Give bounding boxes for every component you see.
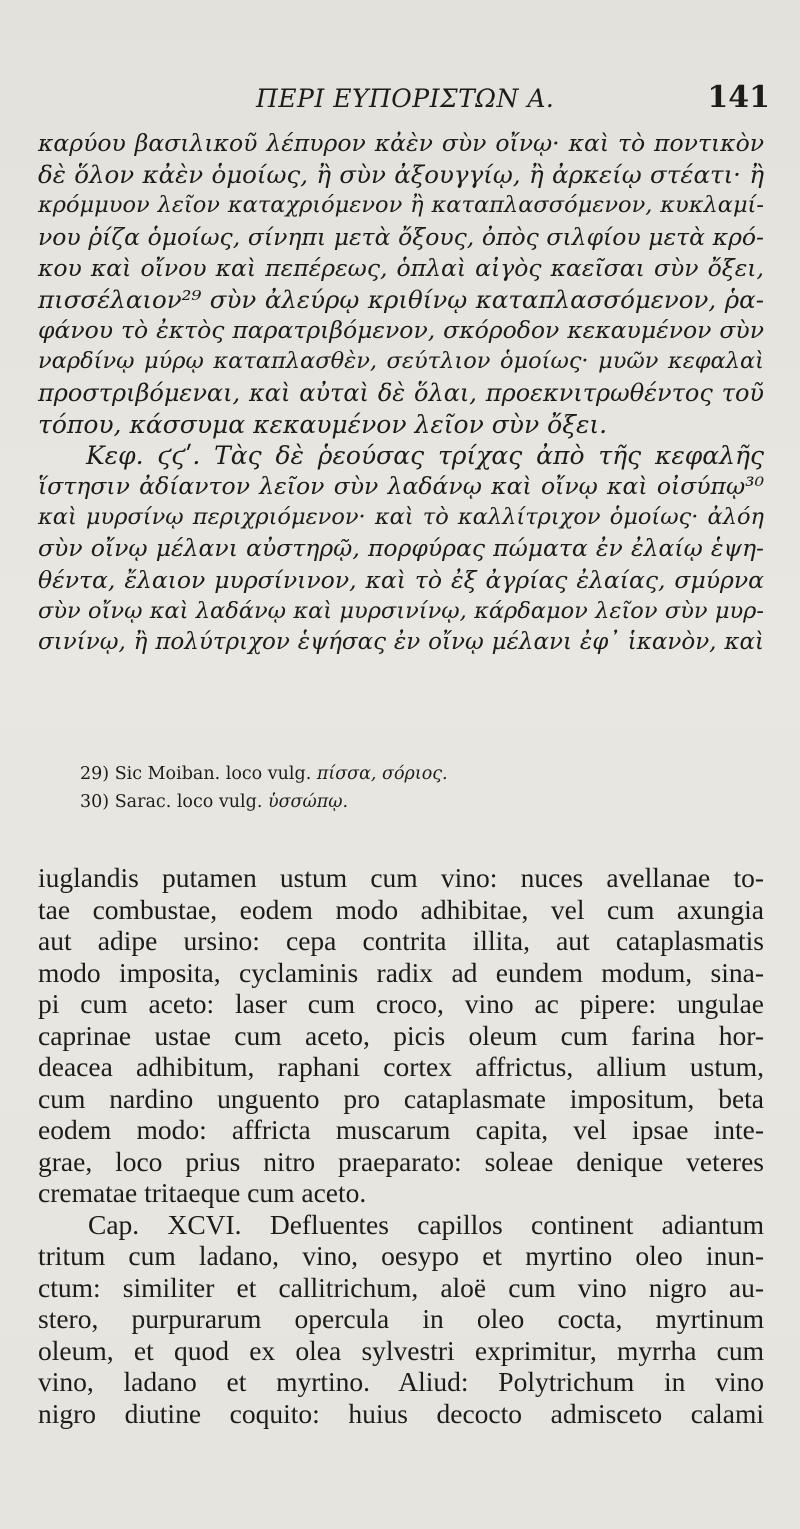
footnote: [80, 760, 448, 788]
latin-line: nigro diutine coquito: huius decocto admisceto calami: [38, 1397, 764, 1429]
latin-line: aut adipe ursino: cepa contrita illita, aut cataplasmatis: [38, 925, 764, 956]
footnote-greek: ὑσσώπῳ.: [267, 792, 349, 812]
footnote-text: Sarac. loco vulg.: [114, 792, 263, 812]
footnote-greek: πίσσα, σόριος.: [316, 764, 448, 784]
greek-line: κου καὶ οἴνου καὶ πεπέρεως, ὁπλαὶ αἰγὸς καεῖσαι σὺν ὄξει,: [38, 253, 764, 282]
greek-line: πισσέλαιον²⁹ σὺν ἀλεύρῳ κριθίνῳ καταπλασσόμενον, ῥα-: [38, 284, 764, 314]
latin-line: pi cum aceto: laser cum croco, vino ac pipere: ungulae: [38, 988, 764, 1019]
greek-line: ἵστησιν ἀδίαντον λεῖον σὺν λαδάνῳ καὶ οἴνῳ καὶ οἰσύπῳ³⁰: [38, 472, 764, 501]
page-header: [40, 78, 770, 122]
greek-line: Κεφ. ϛϛʹ. Τὰς δὲ ῥεούσας τρίχας ἀπὸ τῆς κεφαλῆς: [86, 440, 764, 470]
latin-line: grae, loco prius nitro praeparato: soleae denique veteres: [38, 1145, 764, 1177]
greek-line: σὺν οἴνῳ καὶ λαδάνῳ καὶ μυρσινίνῳ, κάρδαμον λεῖον σὺν μυρ-: [38, 597, 764, 624]
running-title: ΠΕΡΙ ΕΥΠΟΡΙΣΤΩΝ Α.: [256, 84, 555, 113]
latin-line: ctum: similiter et callitrichum, aloë cum vino nigro au-: [38, 1271, 764, 1303]
greek-line: σὺν οἴνῳ μέλανι αὐστηρῷ, πορφύρας πώματα ἐν ἐλαίῳ ἑψη-: [38, 534, 764, 563]
latin-line: crematae tritaeque cum aceto.: [38, 1177, 367, 1208]
greek-line: καὶ μυρσίνῳ περιχριόμενον· καὶ τὸ καλλίτριχον ὁμοίως· ἀλόη: [38, 504, 764, 531]
latin-line: tae combustae, eodem modo adhibitae, vel cum axungia: [38, 893, 764, 925]
latin-line: modo imposita, cyclaminis radix ad eundem modum, sina-: [38, 956, 764, 988]
latin-line: Cap. XCVI. Defluentes capillos continent adiantum: [88, 1208, 764, 1240]
footnotes: [80, 760, 448, 816]
latin-text-block: [38, 862, 764, 1429]
latin-line: tritum cum ladano, vino, oesypo et myrtino oleo inun-: [38, 1240, 764, 1271]
greek-line: προστριβόμεναι, καὶ αὐταὶ δὲ ὅλαι, προεκνιτρωθέντος τοῦ: [38, 378, 764, 407]
footnote: [80, 788, 448, 816]
greek-line: κρόμμυον λεῖον καταχριόμενον ἢ καταπλασσόμενον, κυκλαμί-: [38, 192, 764, 219]
greek-line: τόπου, κάσσυμα κεκαυμένον λεῖον σὺν ὄξει.: [38, 409, 608, 439]
latin-line: iuglandis putamen ustum cum vino: nuces avellanae to-: [38, 862, 764, 893]
latin-line: deacea adhibitum, raphani cortex affrictus, allium ustum,: [38, 1051, 764, 1082]
latin-line: oleum, et quod ex olea sylvestri exprimitur, myrrha cum: [38, 1334, 764, 1366]
greek-line: ναρδίνῳ μύρῳ καταπλασθὲν, σεύτλιον ὁμοίως· μυῶν κεφαλαὶ: [38, 348, 764, 375]
latin-line: eodem modo: affricta muscarum capita, vel ipsae inte-: [38, 1114, 764, 1145]
footnote-marker: 29): [80, 764, 110, 784]
greek-line: θέντα, ἔλαιον μυρσίνινον, καὶ τὸ ἐξ ἀγρίας ἐλαίας, σμύρνα: [38, 565, 764, 594]
greek-text-block: [38, 128, 764, 658]
footnote-text: Sic Moiban. loco vulg.: [114, 764, 312, 784]
latin-line: stero, purpurarum opercula in oleo cocta, myrtinum: [38, 1303, 764, 1334]
greek-line: νου ῥίζα ὁμοίως, σίνηπι μετὰ ὄξους, ὀπὸς σιλφίου μετὰ κρό-: [38, 222, 764, 251]
page-number: 141: [707, 80, 770, 115]
greek-line: φάνου τὸ ἐκτὸς παρατριβόμενον, σκόροδον κεκαυμένον σὺν: [38, 316, 764, 345]
greek-line: καρύου βασιλικοῦ λέπυρον κἀὲν σὺν οἴνῳ· καὶ τὸ ποντικὸν: [38, 129, 764, 157]
latin-line: vino, ladano et myrtino. Aliud: Polytrichum in vino: [38, 1366, 764, 1397]
greek-line: δὲ ὅλον κἀὲν ὁμοίως, ἢ σὺν ἀξουγγίῳ, ἢ ἀρκείῳ στέατι· ἢ: [38, 160, 764, 190]
footnote-marker: 30): [80, 792, 110, 812]
latin-line: caprinae ustae cum aceto, picis oleum cum farina hor-: [38, 1019, 764, 1051]
greek-line: σινίνῳ, ἢ πολύτριχον ἑψήσας ἐν οἴνῳ μέλανι ἐφ᾽ ἱκανὸν, καὶ: [38, 629, 764, 655]
latin-line: cum nardino unguento pro cataplasmate impositum, beta: [38, 1082, 764, 1114]
